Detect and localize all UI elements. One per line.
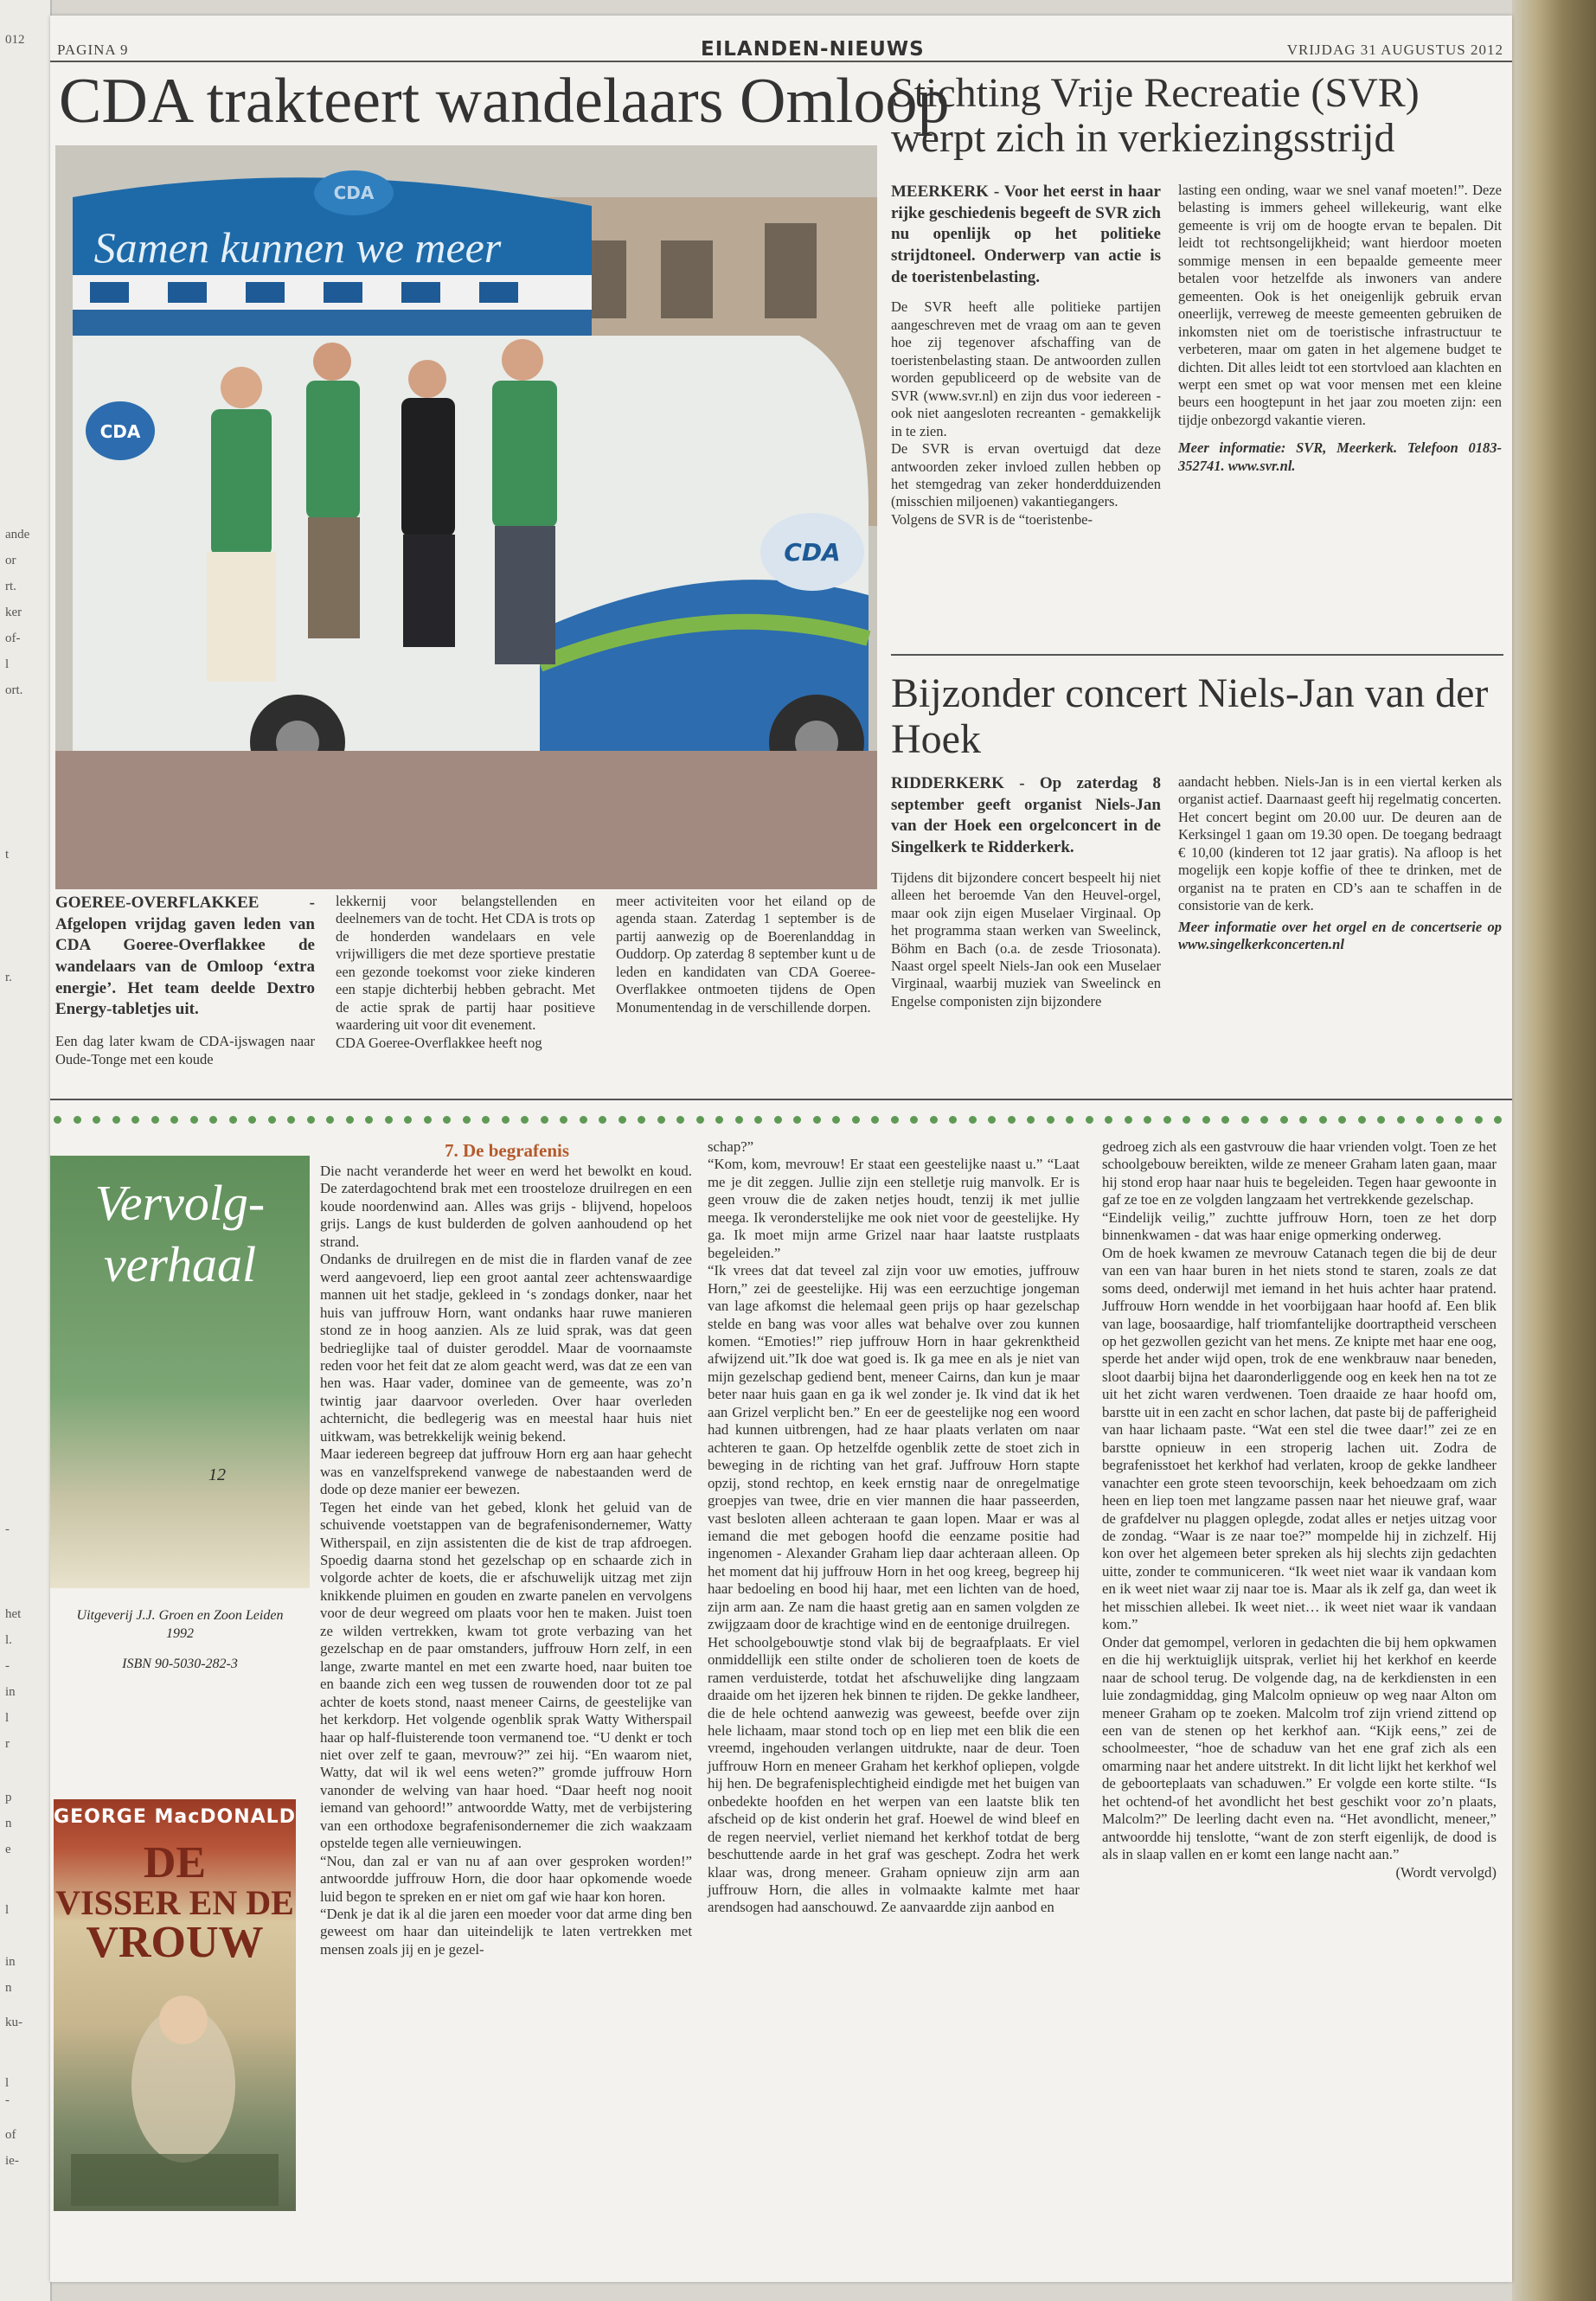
serial-title-box (50, 1156, 310, 1588)
separator-dot (1086, 1116, 1093, 1124)
adjacent-page-fragment: l. (5, 1633, 12, 1647)
separator-dot (74, 1116, 81, 1124)
adjacent-page-fragment: p (5, 1791, 12, 1804)
newspaper-binding-edge (1512, 0, 1596, 2301)
separator-dot (1125, 1116, 1132, 1124)
separator-dot (1047, 1116, 1054, 1124)
adjacent-page-fragment: 012 (5, 33, 25, 47)
separator-dot (1455, 1116, 1463, 1124)
separator-dot (1319, 1116, 1327, 1124)
adjacent-page-fragment: or (5, 554, 16, 567)
serial-col-2: schap?” “Kom, kom, mevrouw! Er staat een geestelijke naast u.” “Laat me je dit zeggen. Jullie zijn een stelletje ruig manvolk. Er is geen vrouw die de zaken netjes houdt, tenzij ik met jullie meega. Ik veronderstelijke me ook niet voor de geestelijke. Hy ga. Ik moet mijn arme Grizel naar haar laatste rustplaats begeleiden.” “Ik vrees dat dat teveel zal zijn voor uw emoties, juffrouw Horn,” zei de geestelijke. Hij was een eerzuchtige jongeman van lage afkomst die helemaal geen prijs op haar gezelschap stelde en bang was voor alles wat behalve over zou kunnen komen. “Emoties!” riep juffrouw Horn in haar gekrenktheid afwijzend uit.”Ik doe wat goed is. Ik ga mee en als je niet van mijn gezelschap gediend bent, meneer Cairns, dan kun je maar beter naar huis gaan en ga ik wel zonder je. Ik vind dat ik het aan Grizel verplicht ben.” En eer de geestelijke nog een woord had kunnen uitbrengen, had ze haar plaats verlaten om naar achteren te gaan. Op hetzelfde ogenblik zette de stoet zich in beweging in de richting van het graf. Juffrouw Horn stapte opzij, stond rechtop, en keek ernstig naar de onregelmatige groepjes van twee, drie en vier mannen die haar passeerden, vast besloten alleen achteraan te gaan lopen. Maar er was al iemand die met gebogen hoofd die eenzame positie had ingenomen - Alexander Graham liep daar achteraan alleen. Op het moment dat hij juffrouw Horn in het oog kreeg, begreep hij haar bedoeling en bood hij haar, met een lichten van de hoed, zijn arm aan. Ze nam die haast gretig aan en samen volgden ze zwijgzaam door de krachtige wind en de eentonige druilregen. Het schoolgebouwtje stond vlak bij de begraafplaats. Er viel onmiddellijk een stilte onder de scholieren toen de koets de ramen verduisterde, totdat het afschuwelijke ding langzaam draaide om het ijzeren hek binnen te rijden. De gekke landheer, die de hele ochtend aanwezig was geweest, beefde over zijn hele lichaam, maar stond toch op en liep met een blik die een vreemd, ingehouden verlangen uitdrukte, naar de deur. Toen juffrouw Horn en meneer Graham het kerkhof opliepen, volgde hij hen. De begrafenisplechtigheid eindigde met het buigen van onbedekte hoofden en het werpen van een laatste blik ten afscheid op de kist onderin het graf. Hoewel de wind bleef en de regen neerviel, verliet niemand het kerkhof totdat de berg beschuttende aarde in het graf was geschept. Zodra het werk klaar was, drong meneer. Graham opnieuw zijn arm aan juffrouw Horn, die alles in volmaakte kalmte met haar arendsogen had aanschouwd. Ze aanvaardde zijn aanbod en (708, 1138, 1080, 1916)
svr-divider (891, 654, 1503, 656)
separator-dot (287, 1116, 295, 1124)
adjacent-page-fragment: ort. (5, 683, 23, 697)
adjacent-page-fragment: t (5, 848, 10, 862)
separator-dot (1183, 1116, 1190, 1124)
separator-dot (1358, 1116, 1366, 1124)
adjacent-page-fragment: - (5, 2093, 10, 2107)
separator-dot (151, 1116, 159, 1124)
separator-dot (715, 1116, 723, 1124)
adjacent-page-fragment: r (5, 1737, 10, 1751)
paper-name: EILANDEN-NIEUWS (701, 38, 925, 61)
cda-col1-body: Een dag later kwam de CDA-ijswagen naar Oude-Tonge met een koude (55, 1033, 315, 1067)
adjacent-page-fragment: e (5, 1843, 11, 1856)
concert-info: Meer informatie over het orgel en de concertserie op www.singelkerkconcerten.nl (1178, 918, 1502, 953)
separator-dot (774, 1116, 782, 1124)
cover-illustration (54, 1799, 296, 2211)
adjacent-page-fragment: ker (5, 606, 22, 619)
cda-photo (55, 145, 877, 889)
separator-dot (638, 1116, 645, 1124)
separator-dot (1027, 1116, 1035, 1124)
separator-dot (1397, 1116, 1405, 1124)
adjacent-page-fragment: ande (5, 528, 30, 542)
adjacent-page-fragment: of- (5, 631, 21, 645)
separator-dot (1299, 1116, 1307, 1124)
svr-col2-body: lasting een onding, waar we snel vanaf moeten!”. Deze belasting is immers geheel willekeurig, want elke gemeente is vrij om de hoogte ervan te bepalen. Dit leidt tot rechtsongelijkheid; want hierdoor moeten sommige mensen in een bepaalde gemeente meer betalen voor hetzelfde als inwoners van andere gemeenten. Ook is het oneigenlijk gebruik ervan oneerlijk, verreweg de meeste gemeenten gebruiken de inkomsten niet om de toeristische infrastructuur te verbeteren, maar om gaten in het algemene budget te dichten. Dit alles leidt tot een stortvloed aan klachten en werpt een smet op wat voor mensen met een kleine beurs een hoogtepunt in het jaar zou moeten zijn: een tijdje onbezorgd vakantie vieren. (1178, 182, 1502, 428)
separator-dot (112, 1116, 120, 1124)
separator-dot (1475, 1116, 1483, 1124)
adjacent-page-fragment: - (5, 1659, 10, 1673)
separator-dot (1008, 1116, 1016, 1124)
continued-note: (Wordt vervolgd) (1395, 1863, 1497, 1881)
separator-dot (424, 1116, 432, 1124)
adjacent-page-fragment: - (5, 1522, 10, 1536)
cda-headline: CDA trakteert wandelaars Omloop (59, 66, 950, 137)
separator-dot (1494, 1116, 1502, 1124)
serial-title-line-2: verhaal (103, 1235, 257, 1292)
svr-col-1 (891, 182, 1161, 529)
separator-dot (404, 1116, 412, 1124)
cover-title-line-2: VISSER EN DE (55, 1883, 294, 1922)
section-divider (50, 1099, 1512, 1100)
serial-col3-body: gedroeg zich als een gastvrouw die haar vrienden volgt. Toen ze het schoolgebouw bereikten, wilde ze meneer Graham laten gaan, maar hij stond erop haar naar huis te begeleiden. Tegen haar gewoonte in gaf ze toe en ze volgden langzaam het vertrekkende gezelschap. “Eindelijk veilig,” zuchtte juffrouw Horn, toen ze het dorp binnenkwamen - dat was haar enige opmerking onderweg. Om de hoek kwamen ze mevrouw Catanach tegen die bij de deur van een van haar buren in het niets stond te staren, zoals ze dat soms deed, onderwijl met iemand in het huis achter haar pratend. Juffrouw Horn wendde in het voorbijgaan haar hoofd af. Een blik van lage, boosaardige, half triomfantelijke doortraptheid verscheen op het gezwollen gezicht van het mens. Ze knipte met haar ene oog, sperde het ander wijd open, trok de ene wenkbrauw naar beneden, sloot daarbij bijna het daaronderliggende oog en keek hen na tot ze uit het zicht waren verdwenen. Toen draaide ze haar hoofd om, barstte uit in een zacht en schor lachen, dat paste bij de pafferigheid van haar lichaam paste. “Wat een stel die twee daar!” zei ze en barstte opnieuw in een stroperig lachen uit. Zodra de begrafenisstoet het kerkhof had verlaten, kroop de gekke landheer vanachter een grote steen tevoorschijn, keek behoedzaam om zich heen en liep toen met langzame passen naar het nieuwe graf, waar de grafdelver nu plaggen oplegde, zodat alles er netjes uitzag voor de zondag. “Waar is ze naar toe?” mompelde hij in zichzelf. Hij kon over het algemeen beter spreken als hij slechts zijn gedachten uitte, zonder te communiceren. “Ik weet niet waar ik vandaan kom en ik weet niet waar zij naar toe is. Maar als ik zelf ga, dan weet ik het misschien allebei. Ik weet niet… ik weet niet waar ik vandaan kom.” Onder dat gemompel, verloren in gedachten die bij hem opkwamen en die hij werktuiglijk uitsprak, verliet hij het kerkhof en keerde naar de school terug. De volgende dag, na de kerkdiensten in een luie zondagmiddag, ging Malcolm opnieuw op weg naar Alton om meneer Graham op te zoeken. Malcolm trof zijn vriend zittend op een van de stenen op het kerkhof aan. “Kijk eens,” zei de schoolmeester, “hoe de schaduw van het ene graf zich als een omarming naar het andere uitstrekt. In dit licht lijkt het kerkhof wel de geboorteplaats van schaduwen.” Er volgde een korte stilte. “Is het ochtend-of het avondlicht het best geschikt voor zo’n plaats, Malcolm?” De leerling dacht even na. “Het avondlicht, meneer,” antwoordde hij tenslotte, “want de zon sterft eigenlijk, de dood is als in slaap vallen en er komt een lange nacht aan.” (1102, 1138, 1497, 1863)
separator-dot (754, 1116, 762, 1124)
cda-col-2: lekkernij voor belangstellenden en deelnemers van de tocht. Het CDA is trots op de honderden wandelaars en vele vrijwilligers die met deze sportieve prestatie een gezonde toekomst voor zieke kinderen een stapje dichterbij hebben gebracht. Met de actie sprak de partij haar positieve waardering uit voor dit evenement. CDA Goeree-Overflakkee heeft nog (336, 893, 595, 1051)
cda-col-1 (55, 893, 315, 1068)
cda-banner-text: Samen kunnen we meer (93, 223, 502, 272)
serial-part-number: 12 (208, 1465, 226, 1484)
adjacent-page-fragment: in (5, 1955, 16, 1969)
adjacent-page-fragment: l (5, 1903, 10, 1917)
separator-dot (1416, 1116, 1424, 1124)
separator-dot (248, 1116, 256, 1124)
separator-dot (1338, 1116, 1346, 1124)
adjacent-page-fragment: ku- (5, 2016, 22, 2029)
adjacent-page-fragment: rt. (5, 580, 16, 593)
separator-dot (735, 1116, 743, 1124)
separator-dot (541, 1116, 548, 1124)
separator-dot (170, 1116, 178, 1124)
serial-publisher (50, 1607, 310, 1673)
publisher-year: 1992 (166, 1625, 194, 1641)
separator-dot (307, 1116, 315, 1124)
dot-row (50, 1114, 1512, 1126)
separator-dot (599, 1116, 606, 1124)
svr-lead: MEERKERK - Voor het eerst in haar rijke geschiedenis begeeft de SVR zich nu openlijk op het politieke strijdtoneel. Onderwerp van actie is de toeristenbelasting. (891, 183, 1161, 286)
adjacent-page-fragment: ie- (5, 2154, 19, 2168)
separator-dot (268, 1116, 276, 1124)
separator-dot (385, 1116, 393, 1124)
separator-dot (463, 1116, 471, 1124)
separator-dot (521, 1116, 529, 1124)
separator-dot (346, 1116, 354, 1124)
separator-dot (443, 1116, 451, 1124)
adjacent-page-fragment: n (5, 1817, 12, 1830)
separator-dot (502, 1116, 510, 1124)
adjacent-page-fragment: of (5, 2128, 16, 2142)
separator-dot (619, 1116, 626, 1124)
separator-dot (1377, 1116, 1385, 1124)
separator-dot (93, 1116, 100, 1124)
svr-headline: Stichting Vrije Recreatie (SVR) werpt zich in verkiezingsstrijd (891, 70, 1420, 161)
cda-logo-left: CDA (99, 421, 141, 442)
adjacent-page-fragment: l (5, 1711, 10, 1725)
adjacent-page-fragment: n (5, 1981, 12, 1995)
separator-dot (1221, 1116, 1229, 1124)
separator-dot (580, 1116, 587, 1124)
separator-dot (949, 1116, 957, 1124)
cover-title-line-3: VROUW (86, 1918, 264, 1967)
separator-dot (891, 1116, 899, 1124)
adjacent-page-fragment: r. (5, 971, 12, 984)
chapter-heading: 7. De begrafenis (444, 1140, 570, 1161)
separator-dot (1105, 1116, 1112, 1124)
issue-date: VRIJDAG 31 AUGUSTUS 2012 (1286, 42, 1503, 58)
cover-title-line-1: DE (143, 1838, 207, 1888)
separator-dot (969, 1116, 977, 1124)
separator-dot (657, 1116, 665, 1124)
svr-info: Meer informatie: SVR, Meerkerk. Telefoon 0183-352741. www.svr.nl. (1178, 439, 1502, 474)
separator-dot (988, 1116, 996, 1124)
separator-dot (1202, 1116, 1210, 1124)
separator-dot (871, 1116, 879, 1124)
cda-lead: GOEREE-OVERFLAKKEE - Afgelopen vrijdag gaven leden van CDA Goeree-Overflakkee de wandelaars van de Omloop ‘extra energie’. Het team deelde Dextro Energy-tabletjes uit. (55, 894, 315, 1019)
isbn: ISBN 90-5030-282-3 (122, 1656, 238, 1671)
adjacent-page-fragment: l (5, 657, 10, 671)
separator-dot (696, 1116, 704, 1124)
concert-headline: Bijzonder concert Niels-Jan van der Hoek (891, 670, 1489, 762)
separator-dot (1066, 1116, 1074, 1124)
cda-logo-van: CDA (784, 538, 841, 567)
concert-col1-body: Tijdens dit bijzondere concert bespeelt hij niet alleen het beroemde Van den Heuvel-orgel, maar ook zijn eigen Muselaer Virginaal. Op het programma staan werken van Sweelinck, Böhm en Bach (o.a. de zesde Triosonata). Naast orgel speelt Niels-Jan ook een Muselaer Virginaal, waarbij muziek van Sweelinck en Engelse componisten zijn bijzondere (891, 868, 1161, 1009)
separator-dot (832, 1116, 840, 1124)
serial-col-1: Die nacht veranderde het weer en werd het bewolkt en koud. De zaterdagochtend brak met een troosteloze druilregen en een koude noordenwind aan. Alles was grijs - blijvend, hopeloos grijs. Langs de kust bulderden de golven aanhoudend op het strand. Ondanks de druilregen en de mist die in flarden vanaf de zee werd aangevoerd, liep een groot aantal zeer achtenswaardige mannen uit het stadje, gekleed in ‘s zondags donker, naar het huis van juffrouw Horn, want ondanks haar ruwe manieren stond ze in hoog aanzien. Als ze luid sprak, was dat geen bedrieglijke taal of duister geroddel. Maar de voornaamste reden voor het feit dat ze alom geacht werd, was dat ze een van hen was. Haar vader, dominee van de gemeente, was zo’n twintig jaar daarvoor overleden. Over haar overleden achternicht, die bedlegerig was en meestal haar huis niet uitkwam, was betrekkelijk weinig bekend. Maar iedereen begreep dat juffrouw Horn erg aan haar gehecht was en vanzelfsprekend vanwege de nabestaanden werd de dode op deze manier eer bewezen. Tegen het einde van het gebed, klonk het geluid van de schuivende voetstappen van de begrafenisondernemer, Watty Witherspail, en zijn assistenten die de kist de trap afdroegen. Spoedig daarna stond het gezelschap op en schaarde zich in volgorde achter de koets, die er afschuwelijk uitzag met zijn knikkende pluimen en gouden en zwarte panelen en vervolgens voor de deur wegreed om plaats voor hen te maken. Juist toen ze wilden vertrekken, kwam tot grote verbazing van het gezelschap en de paar omstanders, juffrouw Horn zelf, in een lange, zwarte mantel en met een zwarte hoed, naar buiten toe en baande zich een weg tussen de rouwenden door tot ze pal achter de koets stond, naast meneer Cairns, de geestelijke van het kerkdorp. Het volgende ogenblik sprak Watty Witherspail haar op half-fluisterende toon vermanend toe. “U denkt er toch niet over zelf te gaan, mevrouw?” zei hij. “En waarom niet, Watty, dat wil ik wel eens weten?” gromde juffrouw Horn vanonder de welving van haar hoed. “Daar heeft nog nooit iemand van gehoord!” antwoordde Watty, met de verbijstering van een orthodoxe begrafenisondernemer die zich waakzaam opstelde tegen alle vernieuwingen. “Nou, dan zal er van nu af aan over gesproken worden!” antwoordde juffrouw Horn, die door haar opkomende woede luid begon te spreken en er niet om gaf wie haar kon horen. “Denk je dat ik al die jaren een moeder voor dat arme ding ben geweest om haar dan uiteindelijk te laten vertrekken met mensen zoals jij en je gezel- (320, 1163, 692, 1958)
separator-dot (482, 1116, 490, 1124)
separator-dot (852, 1116, 860, 1124)
book-cover (54, 1799, 296, 2211)
separator-dot (1436, 1116, 1444, 1124)
separator-dot (910, 1116, 918, 1124)
separator-dot (229, 1116, 237, 1124)
separator-dot (365, 1116, 373, 1124)
separator-dot (54, 1116, 61, 1124)
adjacent-page-fragment: l (5, 2076, 10, 2090)
separator-dot (676, 1116, 684, 1124)
separator-dot (1163, 1116, 1171, 1124)
svr-col-2 (1178, 182, 1502, 475)
serial-col-3 (1102, 1138, 1497, 1881)
newspaper-page (50, 16, 1512, 2282)
separator-dot (813, 1116, 821, 1124)
serial-title (50, 1173, 310, 1296)
cover-author: GEORGE MacDONALD (54, 1806, 296, 1828)
separator-dot (560, 1116, 567, 1124)
serial-title-line-1: Vervolg- (94, 1175, 266, 1231)
separator-dot (190, 1116, 198, 1124)
concert-col2-body: aandacht hebben. Niels-Jan is in een viertal kerken als organist actief. Daarnaast geeft hij regelmatig concerten. Het concert begint om 20.00 uur. De deuren aan de Kerksingel 1 gaan om 19.30 open. De toegang bedraagt € 10,00 (kinderen tot 12 jaar gratis). Na afloop is het mogelijk een kopje koffie of thee te drinken, met de organist na te praten en CD’s aan te schaffen in de consistorie van de kerk. (1178, 773, 1502, 914)
separator-dot (209, 1116, 217, 1124)
separator-dot (1260, 1116, 1268, 1124)
adjacent-page-fragment: in (5, 1685, 16, 1699)
cda-col-3: meer activiteiten voor het eiland op de agenda staan. Zaterdag 1 september is de partij aanwezig op de Boerenlanddag in Ouddorp. Op zaterdag 8 september kunt u de leden en kandidaten van CDA Goeree-Overflakkee ontmoeten tijdens de Open Monumentendag in de verschillende dorpen. (616, 893, 875, 1016)
separator-dot (793, 1116, 801, 1124)
separator-dot (131, 1116, 139, 1124)
adjacent-page-strip (0, 0, 52, 2301)
cda-van-photo-illustration (55, 145, 877, 889)
publisher-name: Uitgeverij J.J. Groen en Zoon Leiden (76, 1608, 284, 1623)
concert-col-2 (1178, 773, 1502, 954)
separator-dot (930, 1116, 938, 1124)
separator-dot (1280, 1116, 1288, 1124)
separator-dot (1144, 1116, 1151, 1124)
svr-col1-body: De SVR heeft alle politieke partijen aangeschreven met de vraag om aan te geven hoe zij tegenover afschaffing van de toeristenbelasting staan. De antwoorden zullen worden gepubliceerd op de website van de SVR (www.svr.nl) en zijn dus voor iedereen - ook niet aangesloten recreanten - gemakkelijk in te zien. De SVR is ervan overtuigd dat deze antwoorden zeker invloed zullen hebben op het stemgedrag van zeker honderdduizenden (misschien miljoenen) vakantiegangers. Volgens de SVR is de “toeristenbe- (891, 298, 1161, 528)
concert-col-1 (891, 773, 1161, 1010)
page-header (50, 31, 1512, 62)
separator-dot (1241, 1116, 1249, 1124)
page-number: PAGINA 9 (57, 42, 129, 58)
adjacent-page-fragment: het (5, 1607, 22, 1621)
separator-dot (326, 1116, 334, 1124)
cda-logo-top: CDA (333, 183, 375, 203)
concert-lead: RIDDERKERK - Op zaterdag 8 september geeft organist Niels-Jan van der Hoek een orgelconcert in de Singelkerk te Ridderkerk. (891, 774, 1161, 857)
